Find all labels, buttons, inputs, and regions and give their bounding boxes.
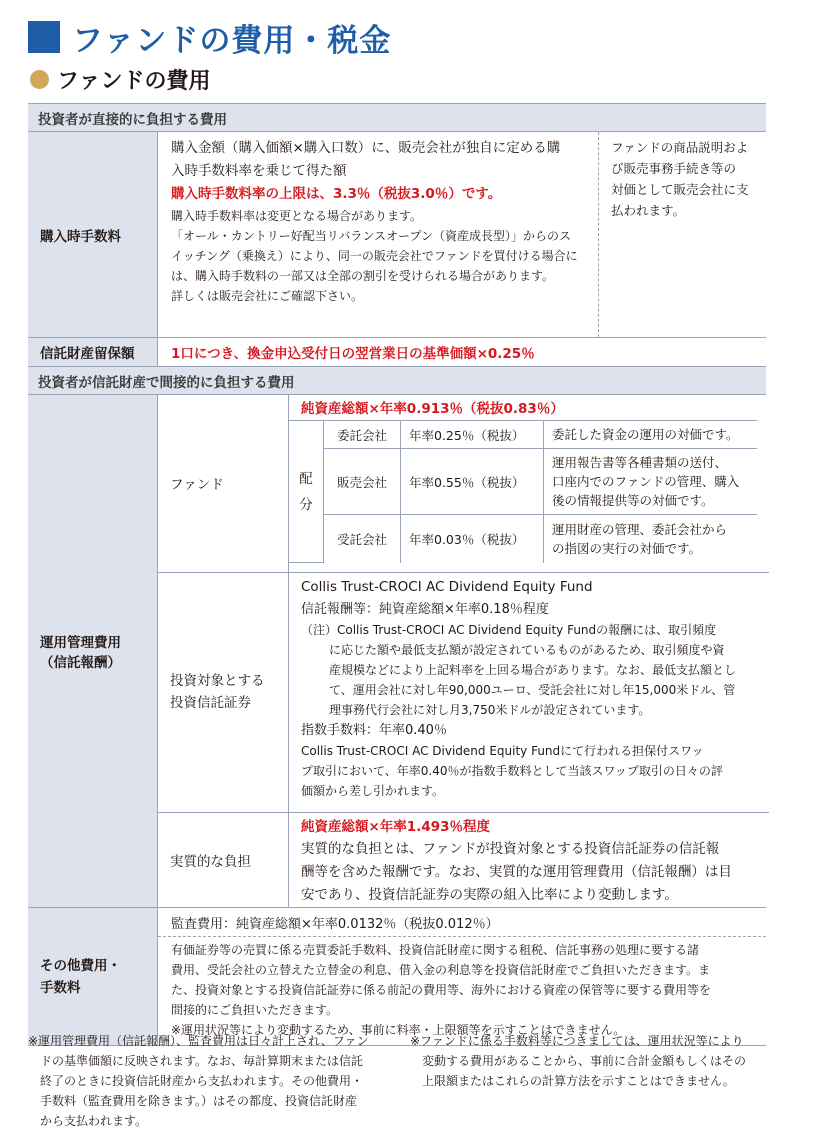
management-fee-body bbox=[158, 395, 769, 907]
allocation-desc-line: 後の情報提供等の対価です。 bbox=[552, 493, 714, 508]
reserve-value: 1口につき、換金申込受付日の翌営業日の基準価額×0.25％ bbox=[171, 346, 535, 362]
target-fund-name: Collis Trust-CROCI AC Dividend Equity Fund bbox=[301, 578, 593, 595]
target-fund-note: （注）Collis Trust-CROCI AC Dividend Equity Fundの報酬には、取引頻度 bbox=[301, 622, 717, 637]
index-fee-note: 価額から差し引かれます。 bbox=[301, 783, 445, 798]
footnote-left bbox=[28, 1031, 393, 1131]
allocation-desc-line: 運用報告書等各種書類の送付、 bbox=[552, 455, 728, 470]
allocation-party: 委託会社 bbox=[324, 421, 401, 449]
fee-table bbox=[28, 103, 766, 1046]
other-fees-label-line: 手数料 bbox=[40, 979, 81, 996]
target-fund-fee: 信託報酬等：純資産総額×年率0.18％程度 bbox=[301, 601, 549, 617]
fund-subrow bbox=[158, 395, 769, 572]
target-fund-detail bbox=[289, 573, 769, 812]
allocation-rate: 年率0.25％（税抜） bbox=[401, 421, 544, 449]
footnote-right bbox=[410, 1031, 770, 1091]
purchase-fee-purpose-text: び販売事務手続き等の bbox=[611, 161, 737, 176]
other-fees-label bbox=[28, 908, 158, 1045]
section-title bbox=[28, 14, 391, 60]
target-fund-subrow bbox=[158, 572, 769, 812]
purchase-fee-row bbox=[28, 131, 766, 337]
effective-burden-label: 実質的な負担 bbox=[158, 813, 289, 907]
allocation-desc bbox=[544, 449, 758, 515]
indirect-cost-header: 投資者が信託財産で間接的に負担する費用 bbox=[28, 366, 766, 394]
management-fee-row bbox=[28, 394, 766, 907]
purchase-fee-note: 詳しくは販売会社にご確認下さい。 bbox=[171, 289, 364, 303]
other-fees-text: 間接的にご負担いただきます。 bbox=[171, 1003, 339, 1017]
allocation-label-char: 配 bbox=[299, 470, 313, 487]
effective-burden-text: 安であり、投資信託証券の実際の組入比率により変動します。 bbox=[301, 887, 678, 903]
purchase-fee-text: 購入金額（購入価額×購入口数）に、販売会社が独自に定める購 bbox=[171, 140, 561, 156]
allocation-table bbox=[289, 420, 757, 563]
allocation-label bbox=[289, 421, 324, 563]
effective-burden-subrow bbox=[158, 812, 769, 907]
effective-burden-text: 酬等を含めた報酬です。なお、実質的な運用管理費用（信託報酬）は目 bbox=[301, 864, 732, 880]
purchase-fee-note: 「オール・カントリー好配当リバランスオープン（資産成長型）」からのス bbox=[171, 229, 571, 243]
page-title: ファンドの費用・税金 bbox=[72, 22, 392, 59]
other-fees-text: 費用、受託会社の立替えた立替金の利息、借入金の利息等を投資信託財産でご負担いただきます。ま bbox=[171, 963, 711, 977]
fund-fee-detail bbox=[289, 395, 769, 572]
index-fee: 指数手数料：年率0.40％ bbox=[301, 722, 447, 738]
other-fees-body bbox=[158, 908, 766, 1045]
reserve-row bbox=[28, 337, 766, 366]
purchase-fee-max: 購入時手数料率の上限は、3.3％（税抜3.0％）です。 bbox=[171, 186, 502, 202]
bullet-circle-icon bbox=[30, 70, 49, 89]
fund-label: ファンド bbox=[158, 395, 289, 572]
allocation-rate: 年率0.03％（税抜） bbox=[401, 515, 544, 563]
effective-total-fee: 純資産総額×年率1.493％程度 bbox=[301, 819, 491, 835]
target-fund-note: 理事務代行会社に対し月3,750米ドルが設定されています。 bbox=[329, 702, 651, 717]
target-fund-label-line: 投資対象とする bbox=[170, 673, 265, 690]
other-fees-text: 有価証券等の売買に係る売買委託手数料、投資信託財産に関する租税、信託事務の処理に要する諸 bbox=[171, 943, 700, 957]
management-fee-label bbox=[28, 395, 158, 907]
purchase-fee-note: は、購入時手数料の一部又は全部の割引を受けられる場合があります。 bbox=[171, 269, 555, 283]
effective-burden-detail bbox=[289, 813, 769, 907]
direct-cost-header: 投資者が直接的に負担する費用 bbox=[28, 103, 766, 131]
subtitle: ファンドの費用 bbox=[57, 68, 211, 94]
allocation-label-char: 分 bbox=[299, 496, 313, 513]
allocation-desc bbox=[544, 515, 758, 563]
allocation-rate: 年率0.55％（税抜） bbox=[401, 449, 544, 515]
target-fund-note: 産規模などにより上記料率を上回る場合があります。なお、最低支払額とし bbox=[329, 662, 737, 677]
title-square-icon bbox=[28, 21, 60, 53]
subsection-title bbox=[30, 64, 211, 94]
purchase-fee-purpose-text: 払われます。 bbox=[611, 203, 686, 218]
other-fees-detail bbox=[158, 936, 766, 1045]
allocation-desc-line: 口座内でのファンドの管理、購入 bbox=[552, 474, 740, 489]
target-fund-note: て、運用会社に対し年90,000ユーロ、受託会社に対し年15,000米ドル、管 bbox=[329, 682, 736, 697]
target-fund-label-line: 投資信託証券 bbox=[170, 695, 251, 712]
index-fee-note: プ取引において、年率0.40％が指数手数料として当該スワップ取引の日々の評 bbox=[301, 763, 723, 778]
fund-total-fee: 純資産総額×年率0.913％（税抜0.83％） bbox=[301, 401, 564, 417]
reserve-label: 信託財産留保額 bbox=[28, 338, 158, 366]
target-fund-note: に応じた額や最低支払額が設定されているものがあるため、取引頻度や資 bbox=[329, 642, 725, 657]
purchase-fee-note: イッチング（乗換え）により、同一の販売会社でファンドを買付ける場合に bbox=[171, 249, 578, 263]
allocation-party: 受託会社 bbox=[324, 515, 401, 563]
footnote-line: 終了のときに投資信託財産から支払われます。その他費用・ bbox=[40, 1074, 364, 1088]
effective-burden-text: 実質的な負担とは、ファンドが投資対象とする投資信託証券の信託報 bbox=[301, 841, 720, 857]
other-fees-text: た、投資対象とする投資信託証券に係る前記の費用等、海外における資産の保管等に要する費用等を bbox=[171, 983, 712, 997]
purchase-fee-label: 購入時手数料 bbox=[28, 132, 158, 337]
audit-fee: 監査費用：純資産総額×年率0.0132％（税抜0.012％） bbox=[171, 916, 499, 932]
purchase-fee-purpose bbox=[598, 132, 766, 337]
purchase-fee-purpose-text: ファンドの商品説明およ bbox=[611, 140, 749, 155]
allocation-desc-line: の指図の実行の対価です。 bbox=[552, 540, 702, 556]
allocation-party: 販売会社 bbox=[324, 449, 401, 515]
purchase-fee-content bbox=[158, 132, 598, 337]
management-fee-label-line: （信託報酬） bbox=[40, 655, 121, 671]
management-fee-label-line: 運用管理費用 bbox=[40, 635, 121, 651]
footnote-line: 上限額またはこれらの計算方法を示すことはできません。 bbox=[422, 1074, 735, 1088]
target-fund-label bbox=[158, 573, 289, 812]
footnote-line: ※ファンドに係る手数料等につきましては、運用状況等により bbox=[410, 1034, 744, 1048]
purchase-fee-text: 入時手数料率を乗じて得た額 bbox=[171, 163, 347, 179]
purchase-fee-note: 購入時手数料率は変更となる場合があります。 bbox=[171, 209, 423, 223]
footnote-line: ※運用管理費用（信託報酬）、監査費用は日々計上され、ファン bbox=[28, 1034, 369, 1048]
purchase-fee-purpose-text: 対価として販売会社に支 bbox=[611, 182, 749, 197]
allocation-desc-line: 運用財産の管理、委託会社から bbox=[552, 521, 728, 537]
other-fees-row bbox=[28, 907, 766, 1046]
allocation-desc bbox=[544, 421, 758, 449]
other-fees-text: ※運用状況等により変動するため、事前に料率・上限額等を示すことはできません。 bbox=[171, 1023, 626, 1037]
allocation-desc-line: 委託した資金の運用の対価です。 bbox=[552, 427, 739, 442]
footnote-line: ドの基準価額に反映されます。なお、毎計算期末または信託 bbox=[40, 1054, 364, 1068]
footnote-line: 手数料（監査費用を除きます。）はその都度、投資信託財産 bbox=[40, 1094, 358, 1108]
other-fees-label-line: その他費用・ bbox=[40, 957, 121, 974]
footnote-line: から支払われます。 bbox=[40, 1114, 148, 1128]
index-fee-note: Collis Trust-CROCI AC Dividend Equity Fundにて行われる担保付スワッ bbox=[301, 743, 704, 758]
footnote-line: 変動する費用があることから、事前に合計金額もしくはその bbox=[422, 1054, 747, 1068]
